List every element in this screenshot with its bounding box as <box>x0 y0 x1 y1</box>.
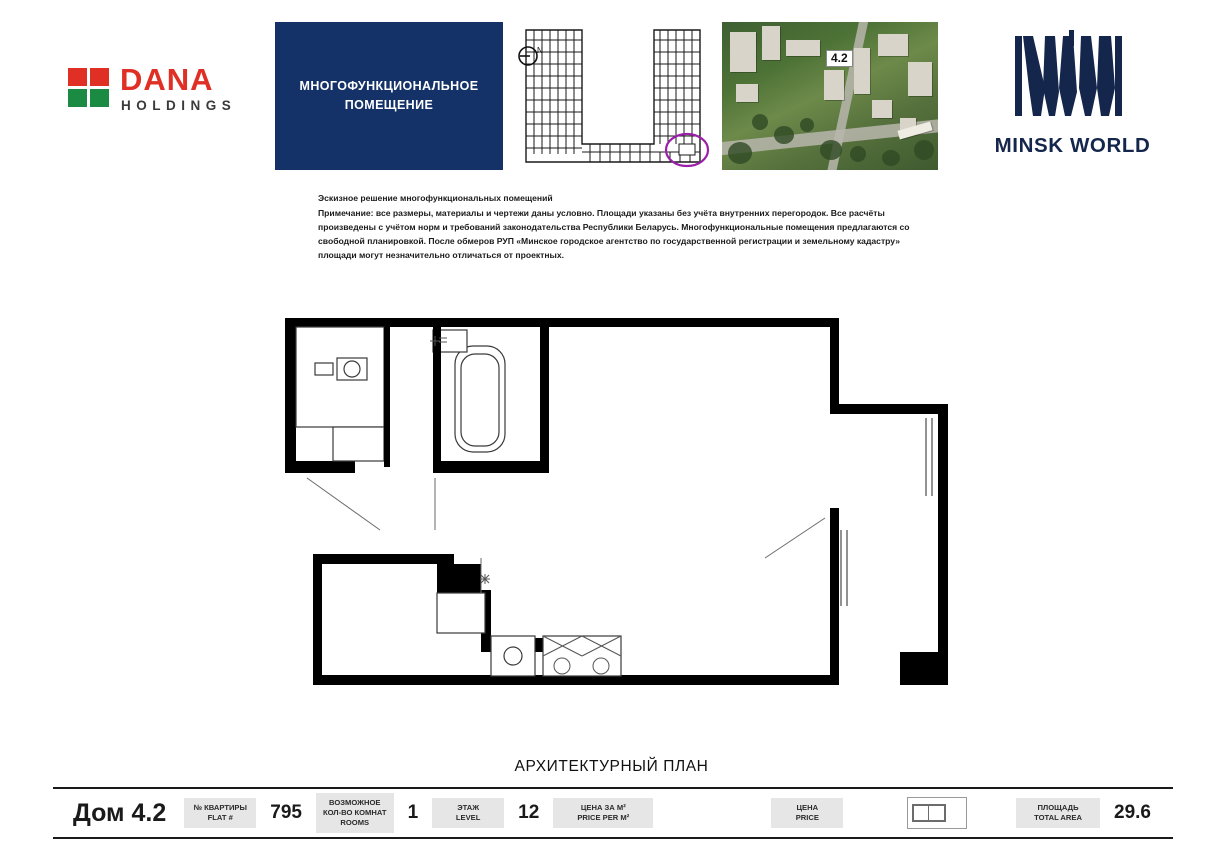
architectural-floor-plan <box>285 318 955 693</box>
dana-wordmark: DANA <box>120 62 214 97</box>
aerial-building-tag: 4.2 <box>826 50 853 67</box>
price-label-en: PRICE <box>795 813 819 822</box>
dana-squares-icon <box>68 68 114 110</box>
plan-caption: АРХИТЕКТУРНЫЙ ПЛАН <box>514 758 709 775</box>
key-plan <box>504 22 719 170</box>
price-label-ru: ЦЕНА <box>796 802 819 812</box>
price-per-meter-label-ru: ЦЕНА ЗА М² <box>580 802 626 812</box>
dana-holdings-logo <box>68 64 266 118</box>
floor-plan-drawing <box>285 318 955 693</box>
svg-text:N: N <box>537 46 543 55</box>
total-area-label <box>1016 798 1100 829</box>
level-label-ru: ЭТАЖ <box>457 802 480 812</box>
flat-number-value: 795 <box>270 802 302 823</box>
flat-number-label <box>184 798 256 829</box>
level-label <box>432 798 504 829</box>
notes-body: Примечание: все размеры, материалы и чертежи даны условно. Площади указаны без учёта внутренних перегородок. Все расчёты произведены с учётом норм и требований законодательства Республики Беларусь. Многофункциональные помещения предлагаются со свободной планировкой. После обмеров РУП «Минское городское агентство по государственной регистрации и земельному кадастру» площади могут незначительно отличаться от проектных. <box>318 207 910 260</box>
rooms-label <box>316 793 394 834</box>
rooms-label-en: ROOMS <box>340 818 370 828</box>
rooms-value: 1 <box>407 802 419 823</box>
minsk-world-wordmark: MINSK WORLD <box>994 134 1151 157</box>
dana-subtitle: HOLDINGS <box>121 98 237 113</box>
price-per-meter-label <box>553 798 653 829</box>
rooms-label-ru2: КОЛ-ВО КОМНАТ <box>322 807 387 817</box>
house-label: Дом 4.2 <box>73 798 167 827</box>
notes-block <box>318 192 938 263</box>
total-area-value: 29.6 <box>1114 802 1151 823</box>
compass-north-icon <box>512 44 546 68</box>
minsk-world-logo <box>985 30 1160 160</box>
price-per-meter-label-en: PRICE PER M² <box>577 813 630 822</box>
level-label-en: LEVEL <box>455 813 481 822</box>
mw-monogram-icon <box>985 30 1160 130</box>
price-label <box>771 798 843 829</box>
title-block <box>275 22 503 170</box>
total-area-label-en: TOTAL AREA <box>1034 813 1082 822</box>
total-area-label-ru: ПЛОЩАДЬ <box>1037 802 1079 812</box>
title-block-label: МНОГОФУНКЦИОНАЛЬНОЕ ПОМЕЩЕНИЕ <box>299 79 479 112</box>
level-value: 12 <box>518 802 540 823</box>
aerial-view-photo <box>722 22 938 170</box>
flat-number-label-en: FLAT # <box>207 813 233 822</box>
flat-number-label-ru: № КВАРТИРЫ <box>193 802 247 812</box>
document-header <box>0 0 1223 178</box>
notes-title: Эскизное решение многофункциональных помещений <box>318 193 553 203</box>
mini-floorplan-icon <box>907 797 967 829</box>
spec-footer <box>53 787 1173 839</box>
rooms-label-ru1: ВОЗМОЖНОЕ <box>329 797 381 807</box>
